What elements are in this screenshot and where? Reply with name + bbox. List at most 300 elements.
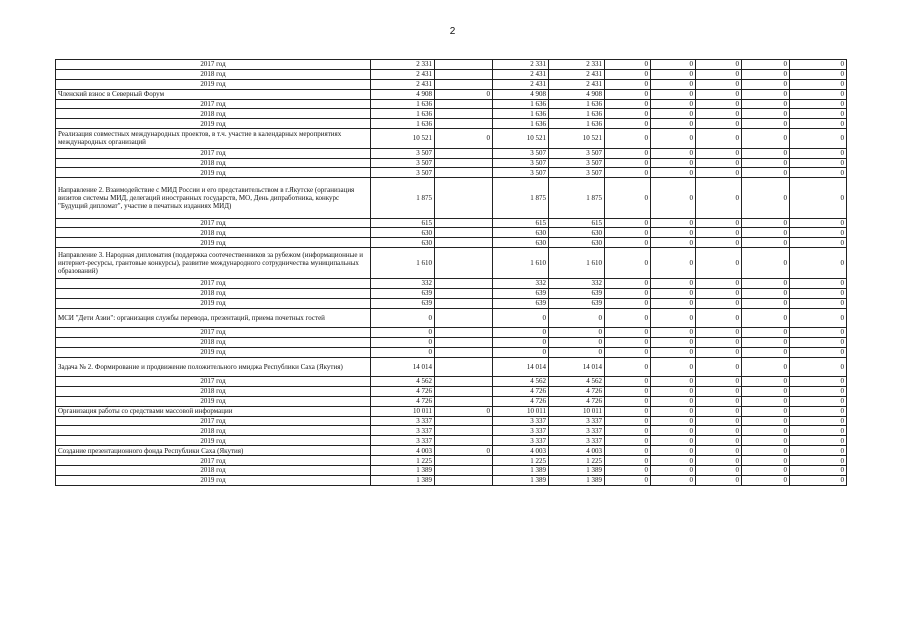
value-cell-col-9: 0 [790, 416, 847, 426]
row-name-cell: 2017 год [56, 327, 371, 337]
item-row [56, 129, 847, 148]
value-cell-col-1: 4 726 [371, 396, 435, 406]
value-cell-col-7: 0 [696, 357, 742, 376]
value-cell-col-3: 2 431 [493, 69, 549, 79]
value-cell-col-1: 332 [371, 278, 435, 288]
value-cell-col-1: 1 636 [371, 119, 435, 129]
value-cell-col-6: 0 [651, 178, 696, 218]
value-cell-col-3: 1 875 [493, 178, 549, 218]
value-cell-col-4: 10 521 [549, 129, 605, 148]
item-row [56, 248, 847, 279]
value-cell-col-7: 0 [696, 228, 742, 238]
value-cell-col-4: 332 [549, 278, 605, 288]
value-cell-col-4: 4 562 [549, 376, 605, 386]
row-name-cell: Организация работы со средствами массовой информации [56, 406, 371, 416]
item-row [56, 178, 847, 218]
value-cell-col-8: 0 [742, 475, 790, 485]
value-cell-col-4: 0 [549, 327, 605, 337]
value-cell-col-7: 0 [696, 238, 742, 248]
value-cell-col-8: 0 [742, 466, 790, 476]
row-name-cell: Создание презентационного фонда Республики Саха (Якутия) [56, 446, 371, 456]
value-cell-col-5: 0 [605, 168, 651, 178]
value-cell-col-4: 3 337 [549, 436, 605, 446]
value-cell-col-1: 3 337 [371, 416, 435, 426]
value-cell-col-3: 10 521 [493, 129, 549, 148]
value-cell-col-6: 0 [651, 119, 696, 129]
value-cell-col-5: 0 [605, 446, 651, 456]
value-cell-col-8: 0 [742, 278, 790, 288]
item-row [56, 308, 847, 327]
item-row [56, 89, 847, 99]
value-cell-col-2 [435, 119, 493, 129]
value-cell-col-6: 0 [651, 446, 696, 456]
row-name-cell: 2018 год [56, 386, 371, 396]
row-name-cell: 2017 год [56, 99, 371, 109]
value-cell-col-2 [435, 148, 493, 158]
value-cell-col-6: 0 [651, 475, 696, 485]
value-cell-col-6: 0 [651, 79, 696, 89]
value-cell-col-7: 0 [696, 158, 742, 168]
value-cell-col-7: 0 [696, 168, 742, 178]
value-cell-col-5: 0 [605, 278, 651, 288]
value-cell-col-2: 0 [435, 89, 493, 99]
value-cell-col-9: 0 [790, 308, 847, 327]
value-cell-col-4: 615 [549, 218, 605, 228]
row-name-cell: 2017 год [56, 148, 371, 158]
value-cell-col-5: 0 [605, 357, 651, 376]
value-cell-col-1: 2 431 [371, 69, 435, 79]
value-cell-col-1: 630 [371, 228, 435, 238]
value-cell-col-5: 0 [605, 178, 651, 218]
value-cell-col-8: 0 [742, 99, 790, 109]
value-cell-col-7: 0 [696, 426, 742, 436]
value-cell-col-7: 0 [696, 466, 742, 476]
value-cell-col-8: 0 [742, 327, 790, 337]
value-cell-col-3: 10 011 [493, 406, 549, 416]
value-cell-col-7: 0 [696, 446, 742, 456]
value-cell-col-6: 0 [651, 218, 696, 228]
value-cell-col-4: 1 636 [549, 99, 605, 109]
row-name-cell: 2018 год [56, 69, 371, 79]
row-name-cell: 2018 год [56, 288, 371, 298]
value-cell-col-9: 0 [790, 60, 847, 70]
row-name-cell: 2017 год [56, 416, 371, 426]
value-cell-col-1: 2 331 [371, 60, 435, 70]
value-cell-col-9: 0 [790, 228, 847, 238]
value-cell-col-6: 0 [651, 308, 696, 327]
value-cell-col-5: 0 [605, 347, 651, 357]
value-cell-col-5: 0 [605, 228, 651, 238]
value-cell-col-7: 0 [696, 347, 742, 357]
row-name-cell: Задача № 2. Формирование и продвижение положительного имиджа Республики Саха (Якутия) [56, 357, 371, 376]
value-cell-col-3: 14 014 [493, 357, 549, 376]
value-cell-col-3: 639 [493, 298, 549, 308]
value-cell-col-6: 0 [651, 416, 696, 426]
value-cell-col-3: 0 [493, 347, 549, 357]
value-cell-col-1: 1 389 [371, 466, 435, 476]
value-cell-col-6: 0 [651, 168, 696, 178]
value-cell-col-1: 0 [371, 327, 435, 337]
value-cell-col-9: 0 [790, 129, 847, 148]
value-cell-col-4: 1 389 [549, 466, 605, 476]
value-cell-col-9: 0 [790, 168, 847, 178]
value-cell-col-6: 0 [651, 456, 696, 466]
value-cell-col-3: 1 636 [493, 109, 549, 119]
value-cell-col-9: 0 [790, 406, 847, 416]
value-cell-col-7: 0 [696, 327, 742, 337]
value-cell-col-9: 0 [790, 456, 847, 466]
row-name-cell: 2017 год [56, 278, 371, 288]
value-cell-col-3: 3 507 [493, 158, 549, 168]
value-cell-col-6: 0 [651, 158, 696, 168]
row-name-cell: 2019 год [56, 119, 371, 129]
value-cell-col-9: 0 [790, 426, 847, 436]
value-cell-col-4: 3 337 [549, 426, 605, 436]
value-cell-col-1: 630 [371, 238, 435, 248]
value-cell-col-5: 0 [605, 238, 651, 248]
value-cell-col-2 [435, 466, 493, 476]
value-cell-col-8: 0 [742, 148, 790, 158]
value-cell-col-4: 10 011 [549, 406, 605, 416]
value-cell-col-1: 3 507 [371, 158, 435, 168]
value-cell-col-8: 0 [742, 416, 790, 426]
year-row [56, 386, 847, 396]
value-cell-col-9: 0 [790, 475, 847, 485]
value-cell-col-4: 1 610 [549, 248, 605, 279]
value-cell-col-6: 0 [651, 148, 696, 158]
value-cell-col-6: 0 [651, 396, 696, 406]
value-cell-col-2 [435, 436, 493, 446]
value-cell-col-2 [435, 376, 493, 386]
value-cell-col-5: 0 [605, 89, 651, 99]
value-cell-col-8: 0 [742, 298, 790, 308]
value-cell-col-4: 4 003 [549, 446, 605, 456]
value-cell-col-3: 1 610 [493, 248, 549, 279]
value-cell-col-4: 4 908 [549, 89, 605, 99]
value-cell-col-1: 1 389 [371, 475, 435, 485]
value-cell-col-6: 0 [651, 99, 696, 109]
value-cell-col-3: 1 636 [493, 119, 549, 129]
year-row [56, 109, 847, 119]
value-cell-col-8: 0 [742, 89, 790, 99]
value-cell-col-7: 0 [696, 69, 742, 79]
value-cell-col-5: 0 [605, 129, 651, 148]
row-name-cell: 2018 год [56, 426, 371, 436]
year-row [56, 466, 847, 476]
value-cell-col-4: 2 431 [549, 69, 605, 79]
value-cell-col-4: 1 636 [549, 109, 605, 119]
value-cell-col-5: 0 [605, 396, 651, 406]
value-cell-col-4: 2 431 [549, 79, 605, 89]
year-row [56, 79, 847, 89]
value-cell-col-8: 0 [742, 396, 790, 406]
value-cell-col-6: 0 [651, 278, 696, 288]
value-cell-col-2 [435, 158, 493, 168]
value-cell-col-6: 0 [651, 466, 696, 476]
row-name-cell: 2018 год [56, 158, 371, 168]
value-cell-col-8: 0 [742, 456, 790, 466]
value-cell-col-2 [435, 347, 493, 357]
year-row [56, 396, 847, 406]
value-cell-col-4: 0 [549, 337, 605, 347]
value-cell-col-2 [435, 308, 493, 327]
value-cell-col-7: 0 [696, 436, 742, 446]
value-cell-col-1: 10 521 [371, 129, 435, 148]
value-cell-col-8: 0 [742, 248, 790, 279]
value-cell-col-3: 0 [493, 337, 549, 347]
value-cell-col-6: 0 [651, 327, 696, 337]
value-cell-col-1: 4 003 [371, 446, 435, 456]
value-cell-col-1: 3 337 [371, 436, 435, 446]
value-cell-col-8: 0 [742, 109, 790, 119]
value-cell-col-5: 0 [605, 60, 651, 70]
year-row [56, 416, 847, 426]
value-cell-col-3: 0 [493, 327, 549, 337]
value-cell-col-2 [435, 386, 493, 396]
row-name-cell: 2019 год [56, 475, 371, 485]
value-cell-col-2 [435, 416, 493, 426]
row-name-cell: 2017 год [56, 60, 371, 70]
value-cell-col-6: 0 [651, 248, 696, 279]
value-cell-col-5: 0 [605, 436, 651, 446]
row-name-cell: Членский взнос в Северный Форум [56, 89, 371, 99]
value-cell-col-9: 0 [790, 238, 847, 248]
value-cell-col-4: 1 636 [549, 119, 605, 129]
value-cell-col-8: 0 [742, 60, 790, 70]
row-name-cell: 2017 год [56, 376, 371, 386]
value-cell-col-4: 0 [549, 347, 605, 357]
value-cell-col-6: 0 [651, 406, 696, 416]
value-cell-col-4: 14 014 [549, 357, 605, 376]
value-cell-col-3: 4 562 [493, 376, 549, 386]
value-cell-col-1: 4 908 [371, 89, 435, 99]
value-cell-col-3: 3 507 [493, 168, 549, 178]
year-row [56, 69, 847, 79]
value-cell-col-1: 639 [371, 298, 435, 308]
year-row [56, 376, 847, 386]
year-row [56, 288, 847, 298]
value-cell-col-7: 0 [696, 475, 742, 485]
value-cell-col-4: 0 [549, 308, 605, 327]
value-cell-col-4: 4 726 [549, 386, 605, 396]
value-cell-col-8: 0 [742, 228, 790, 238]
value-cell-col-2 [435, 168, 493, 178]
value-cell-col-6: 0 [651, 238, 696, 248]
row-name-cell: 2019 год [56, 436, 371, 446]
value-cell-col-2 [435, 109, 493, 119]
value-cell-col-2 [435, 238, 493, 248]
value-cell-col-2 [435, 248, 493, 279]
value-cell-col-8: 0 [742, 178, 790, 218]
value-cell-col-9: 0 [790, 218, 847, 228]
value-cell-col-1: 1 636 [371, 99, 435, 109]
budget-table [55, 59, 847, 486]
year-row [56, 60, 847, 70]
value-cell-col-2 [435, 228, 493, 238]
value-cell-col-7: 0 [696, 248, 742, 279]
value-cell-col-5: 0 [605, 466, 651, 476]
value-cell-col-2 [435, 327, 493, 337]
value-cell-col-4: 639 [549, 288, 605, 298]
value-cell-col-9: 0 [790, 158, 847, 168]
value-cell-col-8: 0 [742, 129, 790, 148]
value-cell-col-2: 0 [435, 446, 493, 456]
value-cell-col-9: 0 [790, 386, 847, 396]
value-cell-col-2: 0 [435, 129, 493, 148]
value-cell-col-3: 630 [493, 238, 549, 248]
value-cell-col-9: 0 [790, 278, 847, 288]
value-cell-col-3: 3 507 [493, 148, 549, 158]
value-cell-col-8: 0 [742, 337, 790, 347]
value-cell-col-5: 0 [605, 109, 651, 119]
value-cell-col-1: 615 [371, 218, 435, 228]
value-cell-col-4: 1 389 [549, 475, 605, 485]
row-name-cell: 2019 год [56, 298, 371, 308]
value-cell-col-5: 0 [605, 288, 651, 298]
value-cell-col-7: 0 [696, 308, 742, 327]
value-cell-col-4: 1 225 [549, 456, 605, 466]
value-cell-col-5: 0 [605, 426, 651, 436]
value-cell-col-3: 3 337 [493, 426, 549, 436]
row-name-cell: 2019 год [56, 396, 371, 406]
value-cell-col-1: 639 [371, 288, 435, 298]
value-cell-col-5: 0 [605, 475, 651, 485]
value-cell-col-2 [435, 288, 493, 298]
value-cell-col-9: 0 [790, 376, 847, 386]
value-cell-col-3: 1 389 [493, 466, 549, 476]
value-cell-col-9: 0 [790, 178, 847, 218]
year-row [56, 119, 847, 129]
value-cell-col-1: 3 507 [371, 168, 435, 178]
value-cell-col-2 [435, 456, 493, 466]
value-cell-col-8: 0 [742, 218, 790, 228]
value-cell-col-8: 0 [742, 386, 790, 396]
row-name-cell: 2019 год [56, 79, 371, 89]
value-cell-col-2 [435, 298, 493, 308]
year-row [56, 298, 847, 308]
value-cell-col-2 [435, 475, 493, 485]
year-row [56, 327, 847, 337]
value-cell-col-6: 0 [651, 436, 696, 446]
value-cell-col-5: 0 [605, 376, 651, 386]
value-cell-col-9: 0 [790, 288, 847, 298]
value-cell-col-1: 1 636 [371, 109, 435, 119]
year-row [56, 475, 847, 485]
value-cell-col-1: 0 [371, 337, 435, 347]
value-cell-col-3: 0 [493, 308, 549, 327]
value-cell-col-7: 0 [696, 129, 742, 148]
value-cell-col-5: 0 [605, 99, 651, 109]
value-cell-col-5: 0 [605, 456, 651, 466]
value-cell-col-2 [435, 396, 493, 406]
value-cell-col-5: 0 [605, 298, 651, 308]
row-name-cell: 2017 год [56, 218, 371, 228]
value-cell-col-1: 3 507 [371, 148, 435, 158]
year-row [56, 347, 847, 357]
value-cell-col-3: 2 331 [493, 60, 549, 70]
value-cell-col-7: 0 [696, 376, 742, 386]
value-cell-col-7: 0 [696, 109, 742, 119]
value-cell-col-1: 1 610 [371, 248, 435, 279]
value-cell-col-3: 1 225 [493, 456, 549, 466]
value-cell-col-5: 0 [605, 218, 651, 228]
value-cell-col-9: 0 [790, 79, 847, 89]
value-cell-col-3: 630 [493, 228, 549, 238]
value-cell-col-7: 0 [696, 278, 742, 288]
value-cell-col-3: 615 [493, 218, 549, 228]
value-cell-col-7: 0 [696, 178, 742, 218]
value-cell-col-5: 0 [605, 308, 651, 327]
value-cell-col-4: 2 331 [549, 60, 605, 70]
value-cell-col-6: 0 [651, 376, 696, 386]
year-row [56, 278, 847, 288]
value-cell-col-4: 3 507 [549, 148, 605, 158]
row-name-cell: Направление 3. Народная дипломатия (поддержка соотечественников за рубежом (информационные и интернет-ресурсы, грантовые конкурсы), развитие международного сотрудничества муниципальных образований) [56, 248, 371, 279]
value-cell-col-4: 639 [549, 298, 605, 308]
value-cell-col-8: 0 [742, 288, 790, 298]
year-row [56, 337, 847, 347]
value-cell-col-3: 639 [493, 288, 549, 298]
value-cell-col-2 [435, 69, 493, 79]
value-cell-col-7: 0 [696, 416, 742, 426]
value-cell-col-6: 0 [651, 426, 696, 436]
value-cell-col-4: 630 [549, 238, 605, 248]
value-cell-col-4: 3 337 [549, 416, 605, 426]
value-cell-col-9: 0 [790, 466, 847, 476]
year-row [56, 436, 847, 446]
value-cell-col-6: 0 [651, 298, 696, 308]
value-cell-col-7: 0 [696, 406, 742, 416]
value-cell-col-2 [435, 99, 493, 109]
value-cell-col-6: 0 [651, 60, 696, 70]
value-cell-col-5: 0 [605, 416, 651, 426]
value-cell-col-1: 4 726 [371, 386, 435, 396]
value-cell-col-8: 0 [742, 69, 790, 79]
value-cell-col-9: 0 [790, 357, 847, 376]
value-cell-col-1: 1 875 [371, 178, 435, 218]
value-cell-col-3: 2 431 [493, 79, 549, 89]
value-cell-col-5: 0 [605, 386, 651, 396]
row-name-cell: 2017 год [56, 456, 371, 466]
value-cell-col-8: 0 [742, 426, 790, 436]
value-cell-col-7: 0 [696, 396, 742, 406]
value-cell-col-8: 0 [742, 406, 790, 416]
row-name-cell: МСИ "Дети Азии": организация службы перевода, презентаций, приема почетных гостей [56, 308, 371, 327]
value-cell-col-9: 0 [790, 109, 847, 119]
value-cell-col-3: 3 337 [493, 416, 549, 426]
value-cell-col-9: 0 [790, 298, 847, 308]
value-cell-col-2 [435, 337, 493, 347]
year-row [56, 218, 847, 228]
value-cell-col-4: 1 875 [549, 178, 605, 218]
value-cell-col-3: 4 003 [493, 446, 549, 456]
page-number: 2 [449, 26, 456, 37]
value-cell-col-3: 1 636 [493, 99, 549, 109]
value-cell-col-5: 0 [605, 119, 651, 129]
value-cell-col-7: 0 [696, 218, 742, 228]
value-cell-col-9: 0 [790, 248, 847, 279]
value-cell-col-2 [435, 178, 493, 218]
year-row [56, 148, 847, 158]
value-cell-col-1: 10 011 [371, 406, 435, 416]
row-name-cell: 2018 год [56, 337, 371, 347]
value-cell-col-3: 4 726 [493, 386, 549, 396]
row-name-cell: Направление 2. Взаимодействие с МИД России и его представительством в г.Якутске (организация визитов системы МИД, делегаций иностранных государств, МО, День дипработника, конкурс "Будущий дипломат", участие в печатных изданиях МИД) [56, 178, 371, 218]
value-cell-col-7: 0 [696, 60, 742, 70]
value-cell-col-6: 0 [651, 386, 696, 396]
item-row [56, 357, 847, 376]
value-cell-col-8: 0 [742, 347, 790, 357]
